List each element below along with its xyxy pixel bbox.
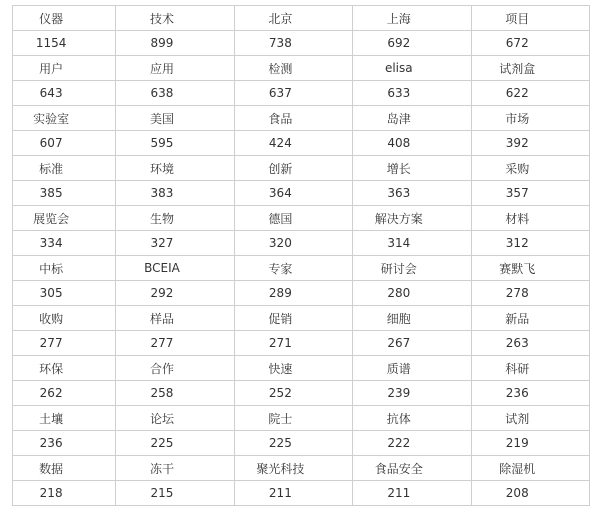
term-cell: 院士 — [234, 406, 352, 431]
table-body — [13, 6, 590, 506]
term-row — [13, 156, 590, 181]
term-cell: 样品 — [116, 306, 234, 331]
count-cell: 334 — [13, 231, 116, 256]
count-cell: 408 — [353, 131, 471, 156]
count-row — [13, 81, 590, 106]
term-cell: BCEIA — [116, 256, 234, 281]
count-cell: 222 — [353, 431, 471, 456]
term-cell: 合作 — [116, 356, 234, 381]
count-cell: 225 — [116, 431, 234, 456]
count-cell: 357 — [471, 181, 589, 206]
count-cell: 277 — [13, 331, 116, 356]
count-row — [13, 431, 590, 456]
count-cell: 271 — [234, 331, 352, 356]
count-row — [13, 331, 590, 356]
count-cell: 383 — [116, 181, 234, 206]
term-cell: 新品 — [471, 306, 589, 331]
count-cell: 219 — [471, 431, 589, 456]
count-cell: 252 — [234, 381, 352, 406]
term-row — [13, 206, 590, 231]
term-cell: 抗体 — [353, 406, 471, 431]
term-row — [13, 6, 590, 31]
term-cell: 材料 — [471, 206, 589, 231]
term-row — [13, 306, 590, 331]
term-cell: 解决方案 — [353, 206, 471, 231]
count-cell: 215 — [116, 481, 234, 506]
keyword-frequency-table-container — [12, 5, 590, 506]
term-cell: 收购 — [13, 306, 116, 331]
term-row — [13, 256, 590, 281]
term-row — [13, 406, 590, 431]
count-cell: 236 — [13, 431, 116, 456]
count-cell: 899 — [116, 31, 234, 56]
count-cell: 1154 — [13, 31, 116, 56]
count-cell: 327 — [116, 231, 234, 256]
count-cell: 314 — [353, 231, 471, 256]
count-cell: 239 — [353, 381, 471, 406]
count-cell: 262 — [13, 381, 116, 406]
count-row — [13, 31, 590, 56]
term-cell: 美国 — [116, 106, 234, 131]
count-cell: 692 — [353, 31, 471, 56]
count-cell: 595 — [116, 131, 234, 156]
term-cell: 生物 — [116, 206, 234, 231]
count-row — [13, 231, 590, 256]
term-cell: 环保 — [13, 356, 116, 381]
term-cell: 试剂盒 — [471, 56, 589, 81]
term-cell: 用户 — [13, 56, 116, 81]
count-cell: 267 — [353, 331, 471, 356]
count-cell: 424 — [234, 131, 352, 156]
term-cell: 试剂 — [471, 406, 589, 431]
term-cell: 应用 — [116, 56, 234, 81]
term-cell: 项目 — [471, 6, 589, 31]
count-row — [13, 131, 590, 156]
term-cell: 促销 — [234, 306, 352, 331]
term-cell: 细胞 — [353, 306, 471, 331]
term-cell: 上海 — [353, 6, 471, 31]
count-row — [13, 481, 590, 506]
term-cell: 市场 — [471, 106, 589, 131]
count-cell: 363 — [353, 181, 471, 206]
count-cell: 218 — [13, 481, 116, 506]
count-cell: 643 — [13, 81, 116, 106]
term-cell: 食品安全 — [353, 456, 471, 481]
term-cell: 论坛 — [116, 406, 234, 431]
count-row — [13, 181, 590, 206]
term-cell: 土壤 — [13, 406, 116, 431]
count-cell: 225 — [234, 431, 352, 456]
count-cell: 320 — [234, 231, 352, 256]
term-cell: 检测 — [234, 56, 352, 81]
term-cell: 实验室 — [13, 106, 116, 131]
count-cell: 622 — [471, 81, 589, 106]
term-row — [13, 106, 590, 131]
term-cell: 研讨会 — [353, 256, 471, 281]
term-cell: 技术 — [116, 6, 234, 31]
term-cell: 中标 — [13, 256, 116, 281]
term-cell: 展览会 — [13, 206, 116, 231]
count-cell: 289 — [234, 281, 352, 306]
count-cell: 305 — [13, 281, 116, 306]
count-cell: 607 — [13, 131, 116, 156]
count-cell: 292 — [116, 281, 234, 306]
term-cell: 赛默飞 — [471, 256, 589, 281]
term-cell: 聚光科技 — [234, 456, 352, 481]
term-cell: elisa — [353, 56, 471, 81]
count-cell: 637 — [234, 81, 352, 106]
count-cell: 211 — [234, 481, 352, 506]
term-cell: 质谱 — [353, 356, 471, 381]
term-cell: 专家 — [234, 256, 352, 281]
term-cell: 数据 — [13, 456, 116, 481]
term-cell: 食品 — [234, 106, 352, 131]
term-cell: 除湿机 — [471, 456, 589, 481]
count-cell: 392 — [471, 131, 589, 156]
term-row — [13, 356, 590, 381]
count-cell: 638 — [116, 81, 234, 106]
count-cell: 208 — [471, 481, 589, 506]
count-row — [13, 281, 590, 306]
count-cell: 278 — [471, 281, 589, 306]
term-cell: 仪器 — [13, 6, 116, 31]
count-cell: 263 — [471, 331, 589, 356]
term-cell: 环境 — [116, 156, 234, 181]
term-cell: 科研 — [471, 356, 589, 381]
term-cell: 快速 — [234, 356, 352, 381]
term-cell: 岛津 — [353, 106, 471, 131]
count-cell: 672 — [471, 31, 589, 56]
count-cell: 312 — [471, 231, 589, 256]
count-cell: 633 — [353, 81, 471, 106]
count-cell: 236 — [471, 381, 589, 406]
term-cell: 冻干 — [116, 456, 234, 481]
term-cell: 北京 — [234, 6, 352, 31]
term-cell: 德国 — [234, 206, 352, 231]
term-cell: 标准 — [13, 156, 116, 181]
term-row — [13, 456, 590, 481]
count-cell: 280 — [353, 281, 471, 306]
term-row — [13, 56, 590, 81]
count-row — [13, 381, 590, 406]
count-cell: 385 — [13, 181, 116, 206]
count-cell: 258 — [116, 381, 234, 406]
count-cell: 211 — [353, 481, 471, 506]
count-cell: 738 — [234, 31, 352, 56]
count-cell: 364 — [234, 181, 352, 206]
term-cell: 采购 — [471, 156, 589, 181]
keyword-frequency-table — [12, 5, 590, 506]
term-cell: 增长 — [353, 156, 471, 181]
count-cell: 277 — [116, 331, 234, 356]
term-cell: 创新 — [234, 156, 352, 181]
